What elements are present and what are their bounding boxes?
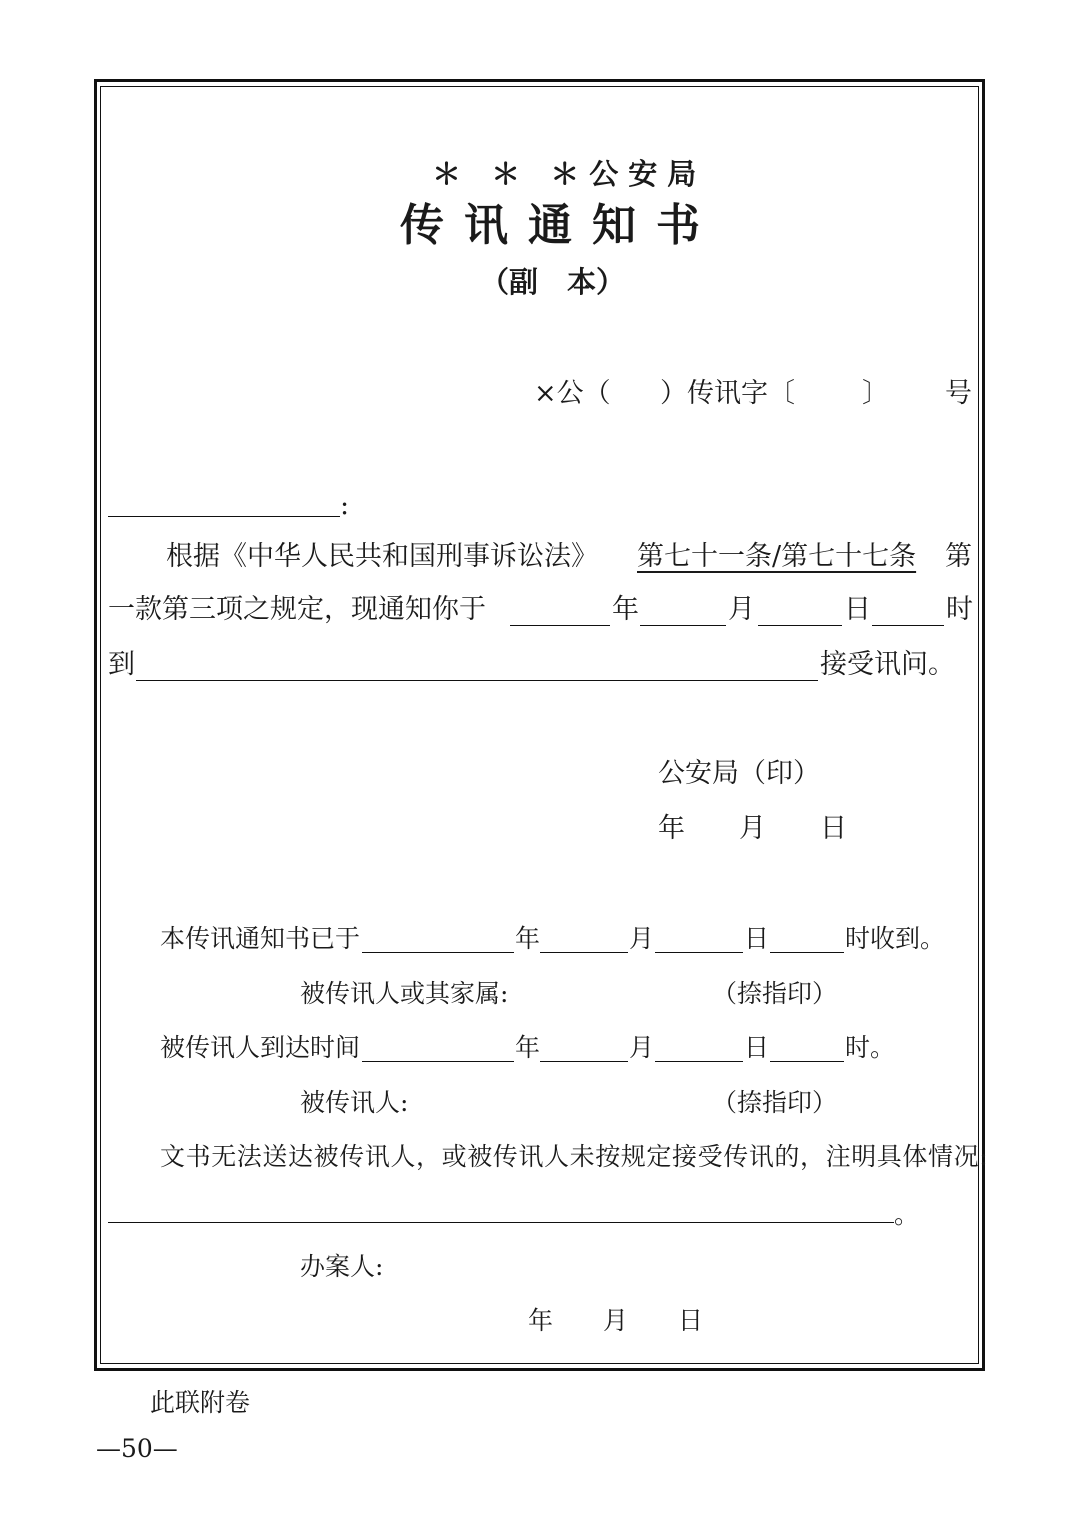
receipt-year-label: 年	[515, 924, 541, 953]
receipt-prefix: 本传讯通知书已于	[160, 924, 361, 953]
copy-label: （副 本）	[480, 265, 626, 299]
notice-line1-prefix: 根据《中华人民共和国刑事诉讼法》	[166, 541, 598, 572]
notice-day-blank[interactable]	[758, 625, 842, 626]
undeliverable-details-blank[interactable]	[108, 1222, 894, 1223]
receipt-year-blank[interactable]	[362, 952, 514, 953]
agency-name: ＊ ＊ ＊公安局	[432, 157, 707, 191]
notice-hour-blank[interactable]	[872, 625, 944, 626]
receipt-hour-blank[interactable]	[770, 952, 844, 953]
notice-line2-start: 一款第三项之规定，现通知你于	[108, 594, 486, 625]
undeliverable-note: 文书无法送达被传讯人，或被传讯人未按规定接受传讯的，注明具体情况:	[160, 1142, 989, 1171]
receipt-day-label: 日	[744, 924, 770, 953]
doc-number-prefix: ×公（	[534, 378, 611, 409]
fingerprint-label-1: （捺指印）	[712, 979, 838, 1008]
copy-note: 此联附卷	[150, 1388, 251, 1417]
notice-month-blank[interactable]	[640, 625, 726, 626]
receipt-suffix: 时收到。	[845, 924, 946, 953]
issuer-date: 年 月 日	[658, 813, 847, 844]
doc-number-suffix: 号	[945, 378, 972, 409]
receipt-month-blank[interactable]	[540, 952, 628, 953]
summoned-label: 被传讯人:	[300, 1088, 409, 1117]
notice-line3-end: 接受讯问。	[820, 649, 955, 680]
addressee-colon: :	[340, 490, 350, 521]
handler-date: 年 月 日	[528, 1306, 704, 1335]
undeliverable-period: 。	[894, 1200, 920, 1229]
receipt-month-label: 月	[629, 924, 655, 953]
notice-location-blank[interactable]	[136, 680, 818, 681]
arrival-day-blank[interactable]	[655, 1061, 743, 1062]
arrival-year-blank[interactable]	[362, 1061, 514, 1062]
notice-hour-label: 时	[946, 594, 973, 625]
issuer-seal: 公安局（印）	[658, 758, 820, 789]
recipient-label: 被传讯人或其家属:	[300, 979, 509, 1008]
notice-line3-start: 到	[108, 649, 135, 680]
handler-label: 办案人:	[300, 1252, 384, 1281]
receipt-day-blank[interactable]	[655, 952, 743, 953]
notice-articles: 第七十一条/第七十七条	[637, 541, 917, 572]
document-title: 传讯通知书	[400, 200, 720, 251]
addressee-blank[interactable]	[108, 516, 340, 517]
notice-month-label: 月	[728, 594, 755, 625]
fingerprint-label-2: （捺指印）	[712, 1088, 838, 1117]
doc-number-end: 〕	[862, 378, 889, 409]
arrival-prefix: 被传讯人到达时间	[160, 1033, 361, 1062]
notice-day-label: 日	[844, 594, 871, 625]
arrival-day-label: 日	[744, 1033, 770, 1062]
arrival-year-label: 年	[515, 1033, 541, 1062]
notice-year-label: 年	[612, 594, 639, 625]
notice-line1-suffix: 第	[945, 541, 972, 572]
arrival-hour-blank[interactable]	[770, 1061, 844, 1062]
notice-year-blank[interactable]	[510, 625, 610, 626]
page-number: —50—	[96, 1434, 178, 1463]
doc-number-mid: ）传讯字〔	[660, 378, 795, 409]
arrival-month-label: 月	[629, 1033, 655, 1062]
arrival-month-blank[interactable]	[540, 1061, 628, 1062]
arrival-suffix: 时。	[845, 1033, 896, 1062]
